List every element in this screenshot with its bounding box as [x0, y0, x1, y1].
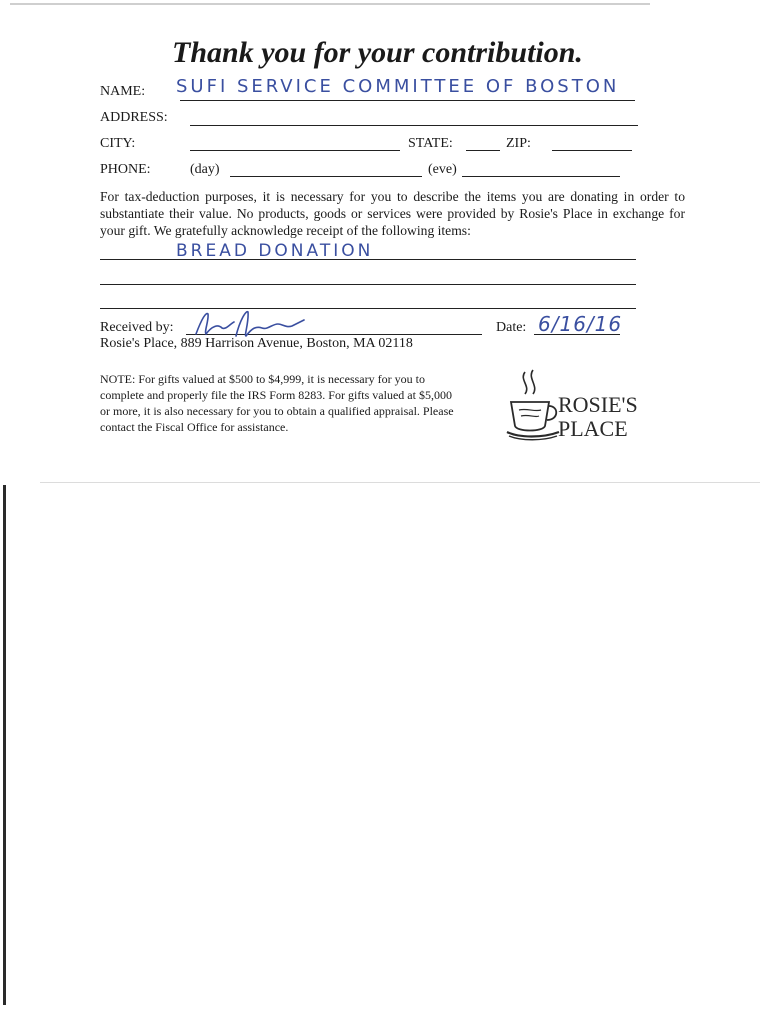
zip-line: [552, 150, 632, 151]
city-label: CITY:: [100, 136, 136, 151]
tax-deduction-paragraph: For tax-deduction purposes, it is necessary for you to describe the items you are donating in order to substantiate their value. No products, goods or services were provided by Rosie's Place in exchange for your gift. We gratefully acknowledge receipt of the following items:: [100, 189, 685, 238]
city-line: [190, 150, 400, 151]
state-line: [466, 150, 500, 151]
items-line-2: [100, 284, 636, 285]
address-label: ADDRESS:: [100, 110, 168, 125]
logo-text-place: PLACE: [558, 416, 628, 441]
logo-text-rosies: ROSIE'S: [558, 392, 638, 417]
rosies-place-logo: [505, 368, 665, 458]
phone-day-label: (day): [190, 162, 220, 177]
phone-label: PHONE:: [100, 162, 151, 177]
date-label: Date:: [496, 320, 527, 335]
phone-eve-label: (eve): [428, 162, 457, 177]
phone-day-line: [230, 176, 422, 177]
date-handwritten: 6/16/16: [538, 312, 623, 336]
state-label: STATE:: [408, 136, 453, 151]
zip-label: ZIP:: [506, 136, 531, 151]
scan-edge-top: [10, 3, 650, 5]
name-label: NAME:: [100, 84, 146, 99]
scan-edge-left: [3, 485, 6, 1005]
name-handwritten: SUFI SERVICE COMMITTEE OF BOSTON: [176, 76, 620, 97]
received-by-label: Received by:: [100, 320, 174, 335]
name-line: [180, 100, 635, 101]
page-title: Thank you for your contribution.: [172, 36, 583, 69]
org-address: Rosie's Place, 889 Harrison Avenue, Boston, MA 02118: [100, 336, 413, 351]
phone-eve-line: [462, 176, 620, 177]
scan-fold-line: [40, 482, 760, 483]
appraisal-note: NOTE: For gifts valued at $500 to $4,999, it is necessary for you to complete and properly file the IRS Form 8283. For gifts valued at $5,000 or more, it is also necessary for you to obtain a qualified appraisal. Please contact the Fiscal Office for assistance.: [100, 372, 454, 434]
steaming-cup-icon: [505, 368, 561, 448]
items-handwritten: BREAD DONATION: [176, 241, 374, 261]
items-line-3: [100, 308, 636, 309]
address-line: [190, 125, 638, 126]
